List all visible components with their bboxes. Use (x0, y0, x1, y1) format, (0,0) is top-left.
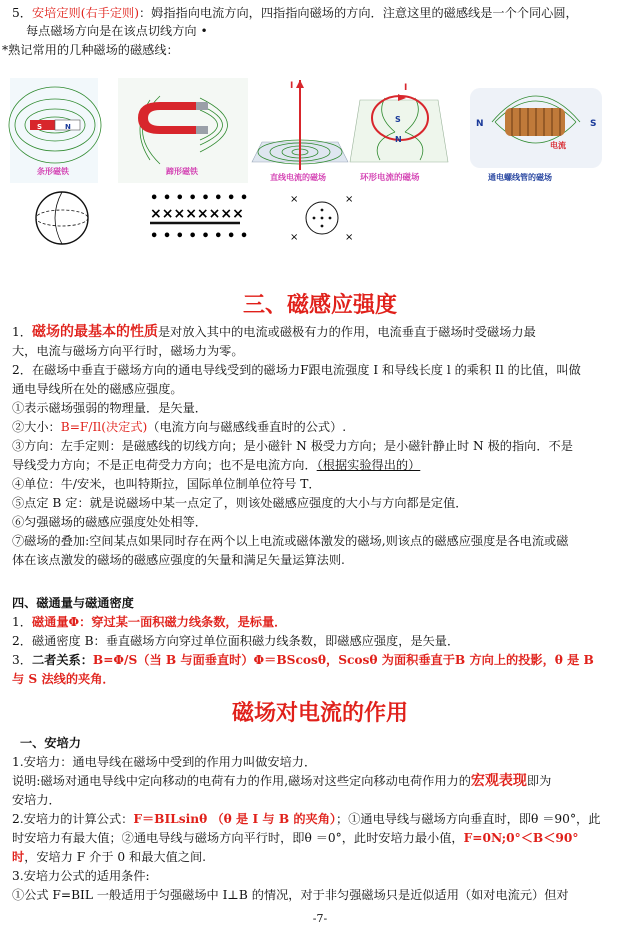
solenoid-current-label: 电流 (550, 141, 566, 150)
s3-item3-note: （根据实验得出的） (316, 458, 421, 472)
s3-item2-prefix: ②大小： (12, 420, 61, 434)
dot-row: • • • • • • • • (150, 229, 249, 244)
s3-item6: ⑥匀强磁场的磁感应强度处处相等． (12, 515, 207, 529)
s5-p6: 3.安培力公式的适用条件: (12, 869, 150, 883)
s5-subtitle: 一、安培力 (20, 736, 81, 750)
s3-item7-cont: 体在该点激发的磁场的磁感应强度的矢量和满足矢量运算法则. (12, 553, 345, 567)
x-symbol-2: × (345, 194, 354, 205)
ring-dots-figure (290, 194, 353, 243)
page-number: -7- (312, 912, 328, 925)
section4-title: 四、磁通量与磁通密度 (12, 596, 134, 610)
s4-p3-cont: 与 S 法线的夹角． (12, 672, 115, 686)
x-row-top: • • • • • • • • (150, 191, 249, 206)
s5-p3-label: 2.安培力的计算公式： (12, 812, 134, 826)
ring-current-figure (350, 83, 448, 183)
s3-p1-number: 1． (12, 325, 32, 339)
wire-current-label: I (290, 81, 294, 91)
s5-p4-text: 时安培力有最大值；②通电导线与磁场方向平行时，即θ ＝0°，此时安培力最小值， (12, 831, 464, 845)
s3-item3: ③方向：左手定则：是磁感线的切线方向；是小磁针 N 极受力方向；是小磁针静止时 N 极的指向．不是 (12, 439, 573, 453)
s3-p1-cont: 大，电流与磁场方向平行时，磁场力为零。 (12, 344, 244, 358)
s3-item7: ⑦磁场的叠加:空间某点如果同时存在两个以上电流或磁体激发的磁场,则该点的磁感应强度是各电流或磁 (12, 534, 569, 548)
section5-title: 磁场对电流的作用 (231, 700, 408, 726)
magnetic-field-figures (0, 70, 640, 190)
s3-item2-text: （电流方向与磁感线垂直时的公式）. (147, 420, 347, 434)
magnet-s-label: S (37, 123, 43, 131)
item5-number: 5． (12, 6, 32, 20)
s4-p3-label: 二者关系： (31, 653, 93, 667)
s5-p3-text: ；①通电导线与磁场方向垂直时，即θ ＝90°，此 (336, 812, 601, 826)
s5-p3 (12, 810, 628, 828)
s5-p4 (12, 829, 628, 847)
sphere-figure (36, 192, 88, 244)
item5-term: 安培定则(右手定则) (31, 6, 139, 20)
s4-p2: 2．磁通密度 B：垂直磁场方向穿过单位面积磁力线条数，即磁感应强度，是矢量． (12, 634, 460, 648)
s3-item3-cont (12, 456, 628, 474)
s5-p2 (12, 772, 628, 790)
s5-p2-end: 即为 (526, 774, 552, 788)
ring-n-label: N (395, 135, 402, 144)
solenoid-n-label: N (476, 119, 484, 129)
s5-p5-red: 时 (12, 850, 25, 864)
x-symbol-3: × (290, 232, 299, 243)
s3-p2-cont: 通电导线所在处的磁感应强度。 (12, 382, 183, 396)
s5-p5-text: ，安培力 F 介于 0 和最大值之间. (24, 850, 207, 864)
s4-p1-number: 1． (12, 615, 32, 629)
x-symbol-4: × (345, 232, 354, 243)
solenoid-caption: 通电螺线管的磁场 (488, 173, 552, 182)
s4-p3-formula: B=Φ/S（当 B 与面垂直时）Φ＝BScosθ，Scosθ 为面积垂直于B 方向上的投影，θ 是 B (92, 653, 594, 667)
s4-p3-number: 3． (12, 653, 32, 667)
s5-p2-text: 说明:磁场对通电导线中定向移动的电荷有力的作用,磁场对这些定向移动电荷作用力的 (12, 774, 471, 788)
ring-s-label: S (395, 115, 401, 124)
ring-current-label: I (404, 83, 408, 93)
s3-p1-text: 是对放入其中的电流或磁极有力的作用，电流垂直于磁场时受磁场力最 (157, 325, 536, 339)
ring-current-caption: 环形电流的磁场 (360, 173, 420, 183)
s3-item2-formula: B=F/Il(决定式) (60, 420, 148, 434)
bar-magnet-caption: 条形磁铁 (37, 167, 69, 176)
section3-title: 三、磁感应强度 (242, 292, 397, 318)
item5-text: ：姆指指向电流方向，四指指向磁场的方向．注意这里的磁感线是一个个同心圆， (138, 6, 578, 20)
straight-wire-caption: 直线电流的磁场 (270, 173, 326, 182)
s3-item5: ⑤点定 B 定：就是说磁场中某一点定了，则该处磁感应强度的大小与方向都是定值． (12, 496, 468, 510)
memorize-note: *熟记常用的几种磁场的磁感线： (2, 43, 179, 57)
s5-p7: ①公式 F=BIL 一般适用于匀强磁场中 I⊥B 的情况，对于非匀强磁场只是近似适用（如对电流元）但对 (12, 888, 569, 902)
s3-p1-term: 磁场的最基本的性质 (31, 324, 158, 340)
s3-item4: ④单位：牛/安米，也叫特斯拉，国际单位制单位符号 T． (12, 477, 321, 491)
cross-row: ×××××××× (150, 206, 244, 222)
field-symbol-figures (0, 188, 400, 250)
s5-p5 (12, 848, 628, 866)
s5-p4-red: F=0N;0°＜B＜90° (463, 831, 579, 845)
cross-and-dot-rows (150, 191, 248, 244)
s5-p1: 1.安培力：通电导线在磁场中受到的作用力叫做安培力． (12, 755, 317, 769)
s5-p3-formula: F＝BILsinθ （θ 是 I 与 B 的夹角） (133, 812, 337, 826)
solenoid-figure (470, 88, 602, 182)
horseshoe-magnet-figure (118, 78, 248, 183)
s3-item2 (12, 418, 628, 436)
item5-continuation: 每点磁场方向是在该点切线方向 • (26, 24, 208, 38)
s4-p3 (12, 651, 628, 669)
item5-line (12, 4, 628, 22)
horseshoe-caption: 蹄形磁铁 (166, 167, 198, 176)
s4-p1 (12, 613, 628, 631)
magnet-n-label: N (65, 123, 71, 131)
s3-item3-cont-text: 导线受力方向；不是正电荷受力方向；也不是电流方向． (12, 458, 317, 472)
s4-p1-text: 磁通量Φ：穿过某一面积磁力线条数，是标量． (31, 615, 287, 629)
s3-p2: 2．在磁场中垂直于磁场方向的通电导线受到的磁场力F跟电流强度 I 和导线长度 l 的乘积 Il 的比值，叫做 (12, 363, 581, 377)
s3-p1 (12, 323, 628, 341)
bar-magnet-figure (9, 78, 101, 183)
x-symbol-1: × (290, 194, 299, 205)
solenoid-s-label: S (590, 119, 597, 129)
s3-item1: ①表示磁场强弱的物理量．是矢量． (12, 401, 207, 415)
straight-wire-figure (252, 80, 348, 182)
s5-p2-cont: 安培力． (12, 793, 61, 807)
s5-p2-term: 宏观表现 (470, 773, 527, 789)
